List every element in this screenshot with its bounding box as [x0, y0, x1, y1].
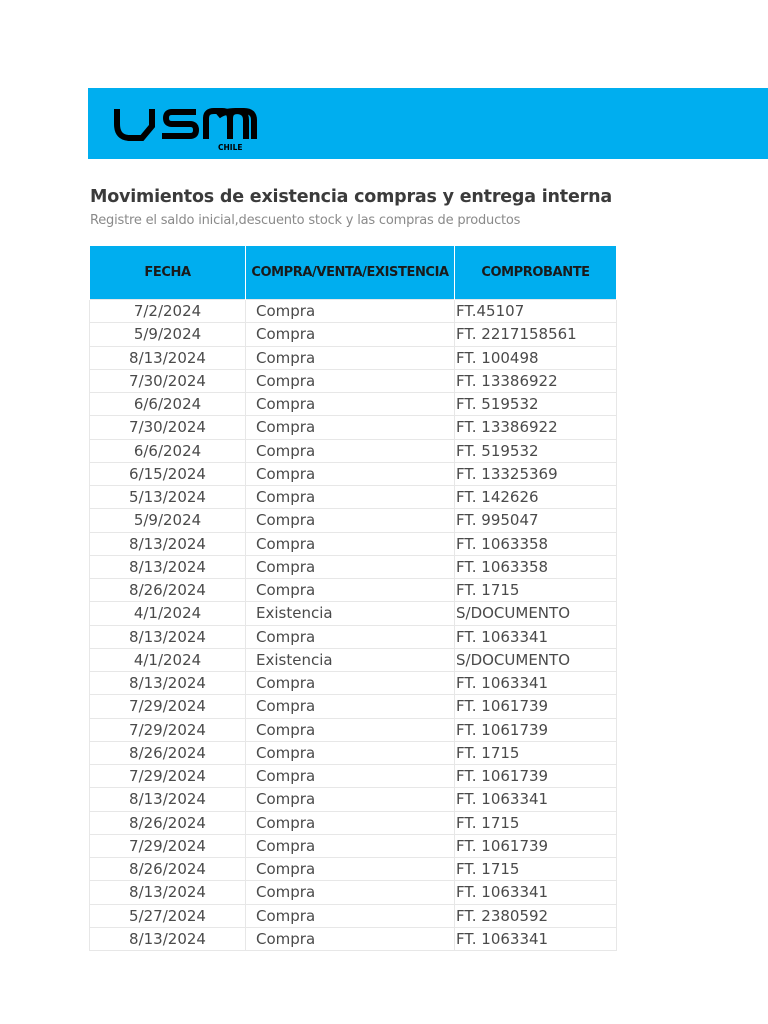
cell-comprobante: FT. 13386922	[455, 369, 617, 392]
cell-fecha: 8/26/2024	[90, 811, 246, 834]
cell-comprobante: FT. 1715	[455, 741, 617, 764]
cell-tipo: Existencia	[246, 648, 455, 671]
cell-fecha: 8/26/2024	[90, 858, 246, 881]
table-header-row	[90, 246, 617, 300]
cell-comprobante: FT. 142626	[455, 486, 617, 509]
cell-comprobante: FT. 1061739	[455, 834, 617, 857]
cell-comprobante: FT. 1061739	[455, 765, 617, 788]
cell-fecha: 4/1/2024	[90, 602, 246, 625]
table-row	[90, 579, 617, 602]
cell-tipo: Compra	[246, 625, 455, 648]
svg-text:CHILE: CHILE	[218, 143, 243, 152]
cell-fecha: 8/13/2024	[90, 555, 246, 578]
cell-fecha: 8/13/2024	[90, 672, 246, 695]
cell-fecha: 8/26/2024	[90, 579, 246, 602]
cell-comprobante: FT. 1063341	[455, 881, 617, 904]
cell-fecha: 7/30/2024	[90, 416, 246, 439]
cell-comprobante: FT. 13386922	[455, 416, 617, 439]
cell-fecha: 8/26/2024	[90, 741, 246, 764]
cell-tipo: Compra	[246, 811, 455, 834]
cell-comprobante: FT. 1063358	[455, 555, 617, 578]
table-row	[90, 300, 617, 323]
cell-fecha: 8/13/2024	[90, 881, 246, 904]
table-row	[90, 834, 617, 857]
cell-tipo: Compra	[246, 788, 455, 811]
table-row	[90, 416, 617, 439]
cell-comprobante: FT. 1063341	[455, 927, 617, 950]
cell-fecha: 7/29/2024	[90, 765, 246, 788]
cell-tipo: Compra	[246, 695, 455, 718]
table-row	[90, 881, 617, 904]
cell-comprobante: FT. 2217158561	[455, 323, 617, 346]
cell-fecha: 7/29/2024	[90, 718, 246, 741]
table-row	[90, 765, 617, 788]
cell-tipo: Compra	[246, 718, 455, 741]
table-row	[90, 602, 617, 625]
cell-tipo: Compra	[246, 323, 455, 346]
table-row	[90, 439, 617, 462]
table-row	[90, 695, 617, 718]
cell-comprobante: FT. 1715	[455, 858, 617, 881]
table-row	[90, 811, 617, 834]
cell-tipo: Compra	[246, 393, 455, 416]
cell-fecha: 8/13/2024	[90, 788, 246, 811]
column-header-comprobante: COMPROBANTE	[455, 246, 617, 300]
cell-tipo: Compra	[246, 300, 455, 323]
cell-tipo: Compra	[246, 904, 455, 927]
page-subtitle: Registre el saldo inicial,descuento stock y las compras de productos	[90, 213, 521, 228]
cell-fecha: 5/9/2024	[90, 323, 246, 346]
table-row	[90, 486, 617, 509]
table-row	[90, 555, 617, 578]
table-row	[90, 625, 617, 648]
cell-fecha: 7/2/2024	[90, 300, 246, 323]
cell-fecha: 8/13/2024	[90, 927, 246, 950]
cell-tipo: Compra	[246, 881, 455, 904]
cell-comprobante: FT. 1063341	[455, 672, 617, 695]
cell-tipo: Compra	[246, 486, 455, 509]
cell-tipo: Compra	[246, 741, 455, 764]
cell-comprobante: FT. 2380592	[455, 904, 617, 927]
cell-fecha: 6/6/2024	[90, 393, 246, 416]
cell-fecha: 8/13/2024	[90, 625, 246, 648]
table-row	[90, 648, 617, 671]
table-row	[90, 346, 617, 369]
cell-tipo: Compra	[246, 555, 455, 578]
cell-comprobante: S/DOCUMENTO	[455, 602, 617, 625]
cell-comprobante: FT. 995047	[455, 509, 617, 532]
table-row	[90, 904, 617, 927]
cell-fecha: 5/13/2024	[90, 486, 246, 509]
cell-fecha: 4/1/2024	[90, 648, 246, 671]
cell-fecha: 6/6/2024	[90, 439, 246, 462]
table-row	[90, 927, 617, 950]
cell-comprobante: S/DOCUMENTO	[455, 648, 617, 671]
cell-fecha: 5/27/2024	[90, 904, 246, 927]
table-row	[90, 369, 617, 392]
cell-comprobante: FT. 13325369	[455, 462, 617, 485]
cell-fecha: 5/9/2024	[90, 509, 246, 532]
column-header-tipo: COMPRA/VENTA/EXISTENCIA	[246, 246, 455, 300]
cell-comprobante: FT. 519532	[455, 439, 617, 462]
cell-comprobante: FT. 1063341	[455, 788, 617, 811]
cell-comprobante: FT. 1715	[455, 811, 617, 834]
cell-fecha: 7/29/2024	[90, 695, 246, 718]
cell-tipo: Compra	[246, 439, 455, 462]
cell-fecha: 8/13/2024	[90, 532, 246, 555]
cell-tipo: Compra	[246, 416, 455, 439]
cell-tipo: Compra	[246, 532, 455, 555]
cell-fecha: 7/30/2024	[90, 369, 246, 392]
cell-comprobante: FT. 1715	[455, 579, 617, 602]
table-row	[90, 509, 617, 532]
table-row	[90, 718, 617, 741]
table-row	[90, 462, 617, 485]
table-row	[90, 858, 617, 881]
cell-tipo: Compra	[246, 672, 455, 695]
cell-comprobante: FT. 1061739	[455, 718, 617, 741]
cell-comprobante: FT. 1063341	[455, 625, 617, 648]
cell-tipo: Compra	[246, 834, 455, 857]
cell-tipo: Compra	[246, 927, 455, 950]
table-row	[90, 393, 617, 416]
cell-fecha: 7/29/2024	[90, 834, 246, 857]
cell-tipo: Compra	[246, 346, 455, 369]
cell-tipo: Compra	[246, 765, 455, 788]
table-row	[90, 323, 617, 346]
page-title: Movimientos de existencia compras y entrega interna	[90, 187, 612, 207]
cell-comprobante: FT. 519532	[455, 393, 617, 416]
table-row	[90, 741, 617, 764]
cell-fecha: 8/13/2024	[90, 346, 246, 369]
cell-comprobante: FT. 100498	[455, 346, 617, 369]
table-row	[90, 672, 617, 695]
cell-fecha: 6/15/2024	[90, 462, 246, 485]
movements-table	[89, 246, 617, 951]
cell-comprobante: FT. 1061739	[455, 695, 617, 718]
table-row	[90, 788, 617, 811]
table-row	[90, 532, 617, 555]
cell-comprobante: FT.45107	[455, 300, 617, 323]
cell-tipo: Compra	[246, 858, 455, 881]
column-header-fecha: FECHA	[90, 246, 246, 300]
cell-tipo: Existencia	[246, 602, 455, 625]
vsm-chile-logo	[114, 98, 264, 154]
cell-tipo: Compra	[246, 462, 455, 485]
cell-comprobante: FT. 1063358	[455, 532, 617, 555]
cell-tipo: Compra	[246, 509, 455, 532]
header-banner	[88, 88, 768, 159]
cell-tipo: Compra	[246, 579, 455, 602]
cell-tipo: Compra	[246, 369, 455, 392]
